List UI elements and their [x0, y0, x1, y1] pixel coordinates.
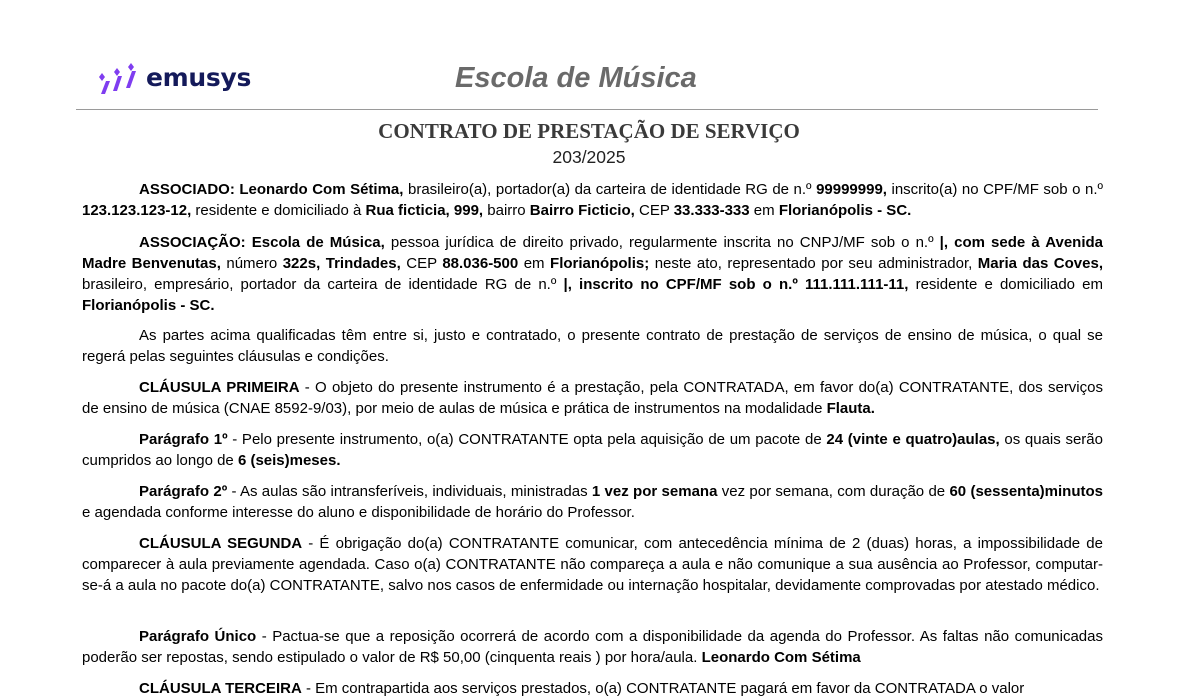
bold-text: 24 (vinte e quatro)aulas, [826, 431, 1000, 448]
bold-text: Parágrafo Único [139, 628, 257, 645]
contract-title: CONTRATO DE PRESTAÇÃO DE SERVIÇO [378, 119, 800, 143]
bold-text: ASSOCIADO: Leonardo Com Sétima, [139, 181, 404, 198]
text-span: - Pelo presente instrumento, o(a) CONTRATANTE opta pela aquisição de um pacote de [227, 431, 827, 448]
emusys-logo [97, 60, 251, 96]
paragraph-associado [82, 179, 1103, 221]
paragraph-paragrafo-2 [82, 481, 1103, 523]
text-span: - O objeto do presente instrumento é a prestação, pela CONTRATADA, em favor do(a) CONTRATANTE, dos serviços de ensino de música (CNAE 8592-9/03), por meio de aulas de música e prática de instrumentos na modalidade [82, 379, 1103, 417]
bold-text: Flauta. [826, 400, 875, 417]
bold-text: CLÁUSULA SEGUNDA [139, 535, 303, 552]
text-span: neste ato, representado por seu administrador, [649, 255, 978, 272]
text-span: e agendada conforme interesse do aluno e disponibilidade de horário do Professor. [82, 504, 635, 521]
bold-text: Parágrafo 2º [139, 483, 228, 500]
bold-text: 123.123.123-12, [82, 202, 192, 219]
text-span: número [220, 255, 283, 272]
text-span: em [518, 255, 551, 272]
text-span: inscrito(a) no CPF/MF sob o n.º [886, 181, 1103, 198]
bold-text: 99999999, [816, 181, 887, 198]
school-name: Escola de Música [455, 62, 697, 94]
bold-text: 1 vez por semana [591, 483, 718, 500]
paragraph-clausula-terceira [82, 678, 1103, 699]
text-span: brasileiro(a), portador(a) da carteira de identidade RG de n.º [403, 181, 817, 198]
bold-text: Rua ficticia, 999, [365, 202, 484, 219]
text-span: - Em contrapartida aos serviços prestados, o(a) CONTRATANTE pagará em favor da CONTRATADA o valor [301, 680, 1025, 697]
text-span: - As aulas são intransferíveis, individuais, ministradas [227, 483, 592, 500]
text-span: bairro [483, 202, 530, 219]
bold-text: 60 (sessenta)minutos [949, 483, 1103, 500]
text-span: CEP [400, 255, 443, 272]
text-span: em [749, 202, 779, 219]
paragraph-clausula-primeira [82, 377, 1103, 419]
bold-text: 6 (seis)meses. [237, 452, 341, 469]
paragraph-associacao [82, 232, 1103, 316]
bold-text: |, inscrito no CPF/MF sob o n.º 111.111.111-11, [563, 276, 909, 293]
bold-text: Florianópolis - SC. [778, 202, 912, 219]
text-span: residente e domiciliado à [191, 202, 366, 219]
bold-text: Bairro Ficticio, [529, 202, 635, 219]
paragraph-clausula-segunda [82, 533, 1103, 596]
text-span: CEP [634, 202, 674, 219]
bold-text: ASSOCIAÇÃO: Escola de Música, [139, 234, 385, 251]
text-span: pessoa jurídica de direito privado, regularmente inscrita no CNPJ/MF sob o n.º [384, 234, 940, 251]
bold-text: 88.036-500 [442, 255, 519, 272]
bold-text: CLÁUSULA TERCEIRA [139, 680, 302, 697]
text-span: - É obrigação do(a) CONTRATANTE comunicar, com antecedência mínima de 2 (duas) horas, a impossibilidade de comparecer à aula previamente agendada. Caso o(a) CONTRATANTE não compareça a aula e não comunique a sua ausência ao Professor, computar-se-á a aula no pacote do(a) CONTRATANTE, salvo nos casos de enfermidade ou internação hospitalar, devidamente comprovadas por atestado médico. [82, 535, 1103, 594]
paragraph-paragrafo-unico [82, 626, 1103, 668]
contract-number: 203/2025 [552, 147, 626, 167]
bold-text: Florianópolis; [550, 255, 650, 272]
text-span: os quais serão cumpridos ao longo de [82, 431, 1103, 469]
bold-text: Florianópolis - SC. [82, 297, 215, 314]
paragraph-intro [82, 325, 1103, 367]
bold-text: CLÁUSULA PRIMEIRA [139, 379, 300, 396]
paragraph-paragrafo-1 [82, 429, 1103, 471]
header-divider [76, 109, 1098, 110]
bold-text: Leonardo Com Sétima [701, 649, 861, 666]
bold-text: |, com sede à Avenida Madre Benvenutas, [82, 234, 1103, 272]
emusys-logo-icon [97, 60, 141, 96]
text-span: vez por semana, com duração de [717, 483, 950, 500]
text-span: As partes acima qualificadas têm entre si, justo e contratado, o presente contrato de prestação de serviços de ensino de música, o qual se regerá pelas seguintes cláusulas e condições. [82, 327, 1103, 365]
text-span: residente e domiciliado em [908, 276, 1104, 293]
bold-text: Parágrafo 1º [139, 431, 228, 448]
bold-text: 322s, Trindades, [282, 255, 401, 272]
logo-text: emusys [146, 63, 252, 92]
text-span: - Pactua-se que a reposição ocorrerá de acordo com a disponibilidade da agenda do Professor. As faltas não comunicadas poderão ser repostas, sendo estipulado o valor de R$ 50,00 (cinquenta reais ) por hora/aula. [82, 628, 1103, 666]
bold-text: 33.333-333 [673, 202, 750, 219]
bold-text: Maria das Coves, [977, 255, 1103, 272]
text-span: brasileiro, empresário, portador da carteira de identidade RG de n.º [82, 276, 564, 293]
